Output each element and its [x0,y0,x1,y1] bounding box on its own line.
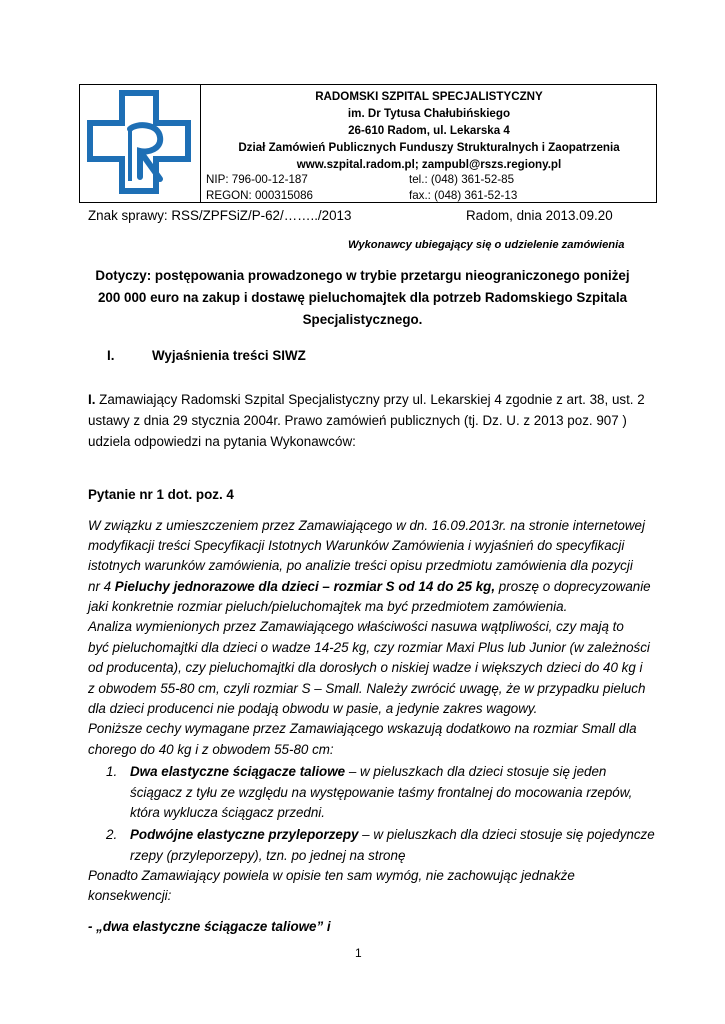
intro-line-1 [88,390,645,410]
item2-bold: Podwójne elastyczne przyleporzepy [130,827,359,842]
fax: fax.: (048) 361-52-13 [409,189,518,202]
question-line: dla dzieci producenci nie podają obwodu w pasie, a jedynie zakres wagowy. [88,701,538,716]
list-item-1-line-1 [130,762,606,782]
intro-text-1: Zamawiający Radomski Szpital Specjalistyczny przy ul. Lekarskiej 4 zgodnie z art. 38, ust. 2 [95,392,645,407]
question-line: od producenta), czy pieluchomajtki dla dorosłych o niskiej wadze i większych dzieci do 40 kg i [88,660,643,675]
logo-cell [80,85,201,202]
question-line: W związku z umieszczeniem przez Zamawiającego w dn. 16.09.2013r. na stronie internetowej [88,518,645,533]
subject-line-1: Dotyczy: postępowania prowadzonego w trybie przetargu nieograniczonego poniżej [95,268,630,283]
hospital-name: RADOMSKI SZPITAL SPECJALISTYCZNY [315,90,543,103]
letterhead [79,84,657,203]
list-item-2-number: 2. [106,827,118,842]
item2-rest: – w pieluszkach dla dzieci stosuje się pojedyncze [358,827,655,842]
section-number: I. [107,348,115,363]
list-item-2-line-2: rzepy (przyleporzepy), tzn. po jednej na stronę [130,848,406,863]
question-line: chorego do 40 kg i z obwodem 55-80 cm: [88,742,334,757]
list-item-1-line-3: która wyklucza ściągacz przedni. [130,805,325,820]
line4-suffix: proszę o doprecyzowanie [495,579,651,594]
nip: NIP: 796-00-12-187 [206,173,308,186]
question-line: być pieluchomajtki dla dzieci o wadze 14-25 kg, czy rozmiar Maxi Plus lub Junior (w zależności [88,640,650,655]
last-line: - „dwa elastyczne ściągacze taliowe” i [88,919,331,934]
question-line: modyfikacji treści Specyfikacji Istotnych Warunków Zamówienia i wyjaśnień do specyfikacji [88,538,625,553]
department-name: Dział Zamówień Publicznych Funduszy Strukturalnych i Zaopatrzenia [238,141,620,154]
letterhead-info [202,85,656,202]
item1-rest: – w pieluszkach dla dzieci stosuje się jeden [345,764,607,779]
hospital-patron: im. Dr Tytusa Chałubińskiego [347,107,511,120]
addressee: Wykonawcy ubiegający się o udzielenie zamówienia [348,239,625,251]
intro-line-3: udziela odpowiedzi na pytania Wykonawców: [88,434,356,449]
closing-line-1: Ponadto Zamawiający powiela w opisie ten sam wymóg, nie zachowując jednakże [88,868,575,883]
question-title: Pytanie nr 1 dot. poz. 4 [88,487,234,502]
question-line-4 [88,577,651,597]
intro-marker: I. [88,392,96,407]
item1-bold: Dwa elastyczne ściągacze taliowe [130,764,346,779]
subject-line-2: 200 000 euro na zakup i dostawę pieluchomajtek dla potrzeb Radomskiego Szpitala [97,290,628,305]
case-number: Znak sprawy: RSS/ZPFSiZ/P-62/……../2013 [88,208,352,223]
section-title: Wyjaśnienia treści SIWZ [152,348,306,363]
question-line: istotnych warunków zamówienia, po analizie treści opisu przedmiotu zamówienia dla pozycji [88,558,633,573]
closing-line-2: konsekwencji: [88,888,172,903]
line4-bold: Pieluchy jednorazowe dla dzieci – rozmiar S od 14 do 25 kg, [114,579,496,594]
intro-line-2: ustawy z dnia 29 stycznia 2004r. Prawo zamówień publicznych (tj. Dz. U. z 2013 poz. 907 ) [88,413,627,428]
page-number: 1 [355,946,362,960]
question-line: Poniższe cechy wymagane przez Zamawiającego wskazują dodatkowo na rozmiar Small dla [88,721,637,736]
hospital-address: 26-610 Radom, ul. Lekarska 4 [348,124,510,137]
regon: REGON: 000315086 [206,189,313,202]
question-line: jaki konkretnie rozmiar pieluch/pieluchomajtek ma być przedmiotem zamówienia. [88,599,568,614]
contact-line: www.szpital.radom.pl; zampubl@rszs.regiony.pl [296,158,562,171]
question-line: z obwodem 55-80 cm, czyli rozmiar S – Small. Należy zwrócić uwagę, że w przypadku pieluch [88,681,646,696]
hospital-logo-icon [86,89,194,197]
list-item-1-line-2: ściągacz z tyłu ze względu na występowanie taśmy frontalnej do mocowania rzepów, [130,785,633,800]
place-date: Radom, dnia 2013.09.20 [466,208,613,223]
list-item-1-number: 1. [106,764,118,779]
question-line: Analiza wymienionych przez Zamawiającego właściwości nasuwa wątpliwości, czy mają to [88,619,624,634]
subject-line-3: Specjalistycznego. [302,312,423,327]
list-item-2-line-1 [130,825,655,845]
phone: tel.: (048) 361-52-85 [409,173,515,186]
line4-prefix: nr 4 [88,579,115,594]
